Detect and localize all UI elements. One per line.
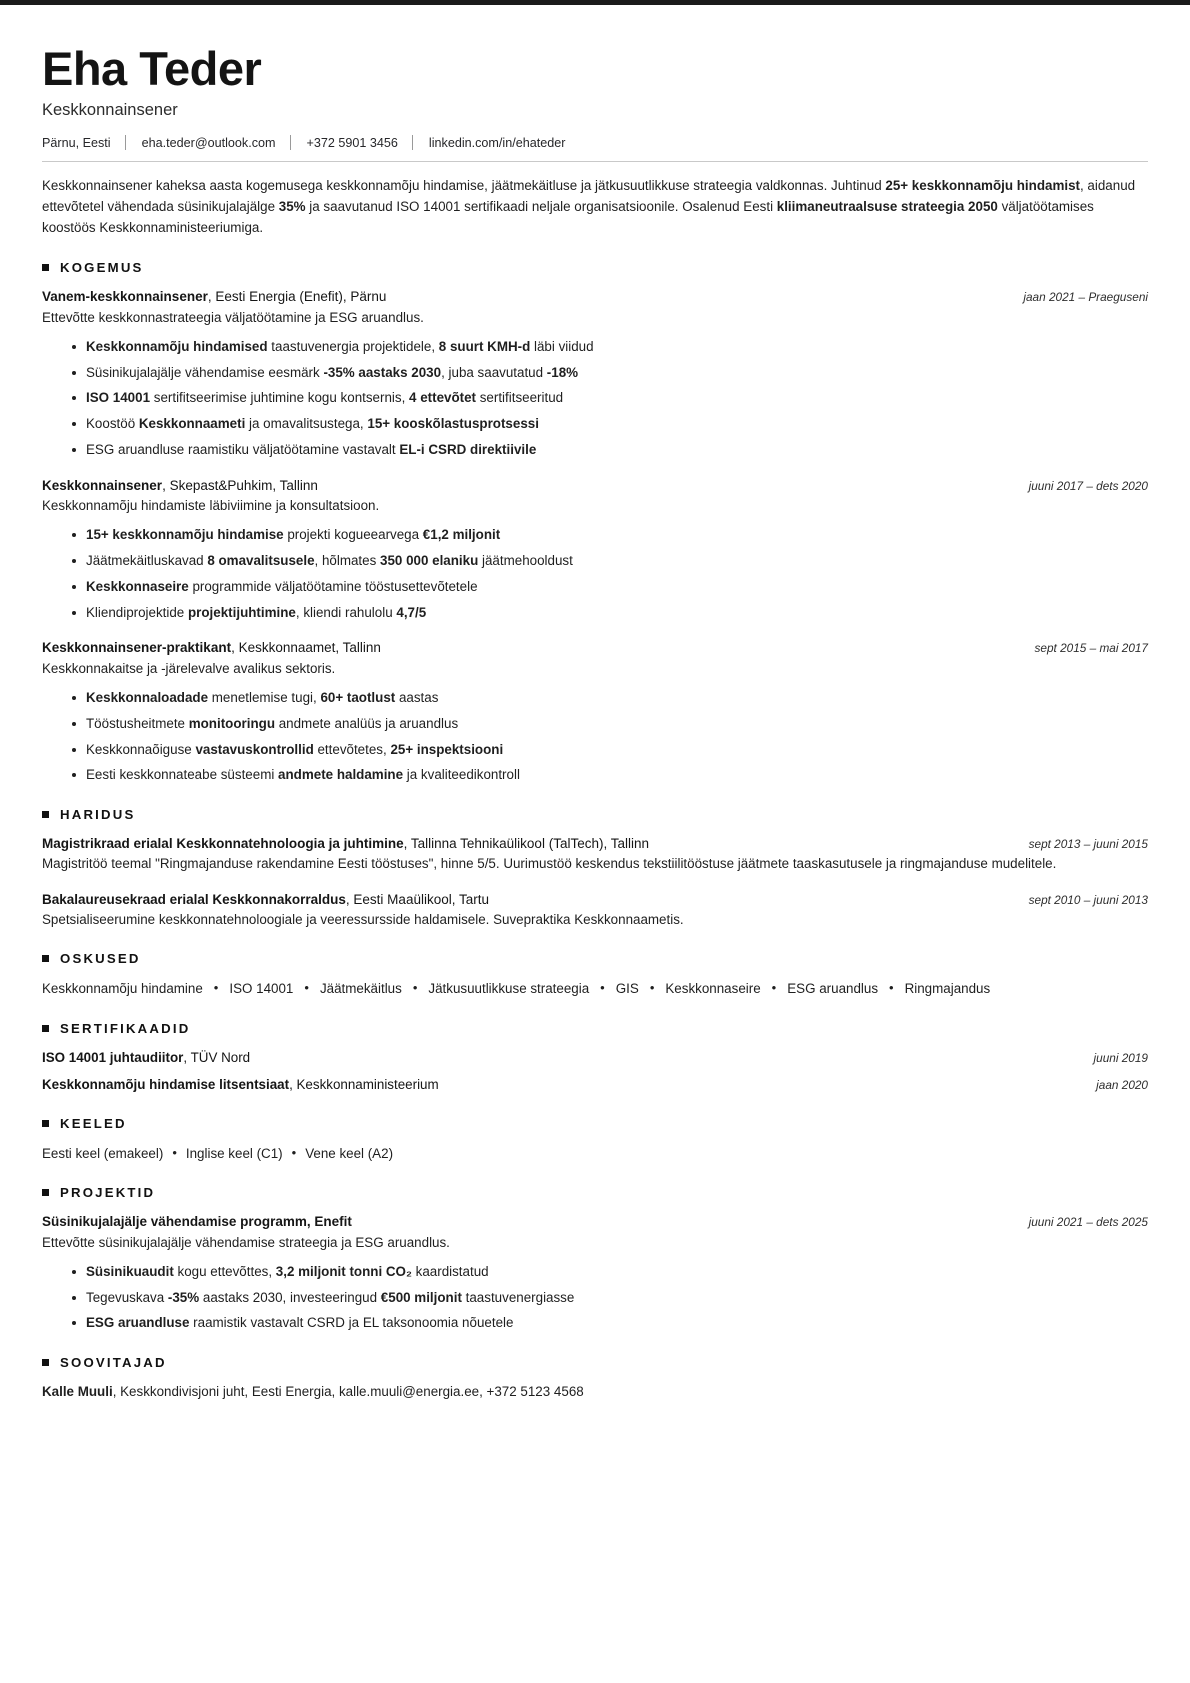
candidate-name: Eha Teder xyxy=(42,42,262,95)
experience-company: , Eesti Energia (Enefit), Pärnu xyxy=(207,288,387,304)
summary-text-3: ja saavutanud ISO 14001 sertifikaadi neljale organisatsioonile. Osalenud Eesti xyxy=(305,199,777,215)
bullet-text-1: Kliendiprojektide xyxy=(86,604,188,620)
contact-linkedin[interactable]: linkedin.com/in/ehateder xyxy=(428,135,566,150)
summary-highlight-2: 35% xyxy=(278,199,306,215)
contact-divider xyxy=(125,135,126,150)
bullet-text-1: kogu ettevõttes, xyxy=(173,1263,276,1279)
bullet-text-1: menetlemise tugi, xyxy=(208,689,321,705)
bullet-bold-2: monitooringu xyxy=(188,715,275,731)
bullet-bold-2: 60+ taotlust xyxy=(320,689,396,705)
section-title-label: SERTIFIKAADID xyxy=(60,1020,191,1036)
experience-description: Keskkonnakaitse ja -järelevalve avalikus sektoris. xyxy=(42,660,336,676)
bullet-text-2: , kliendi rahulolu xyxy=(295,604,397,620)
education-degree: Magistrikraad erialal Keskkonnatehnoloogia ja juhtimine xyxy=(42,835,404,851)
experience-entry xyxy=(42,476,1148,624)
experience-bullet-list xyxy=(42,525,1148,623)
bullet-text-2: aastas xyxy=(395,689,439,705)
section-education xyxy=(42,807,1148,930)
separator-dot-icon: • xyxy=(412,980,418,996)
bullet-item xyxy=(72,577,1148,597)
project-name: Süsinikujalajälje vähendamise programm, Enefit xyxy=(42,1213,352,1229)
separator-dot-icon: • xyxy=(291,1144,297,1160)
section-title-languages xyxy=(42,1116,1148,1131)
bullet-text-1: projekti kogueearvega xyxy=(283,527,423,543)
bullet-text-1: ESG aruandluse raamistiku väljatöötamine vastavalt xyxy=(86,442,400,458)
bullet-item xyxy=(72,603,1148,623)
experience-date: jaan 2021 – Praeguseni xyxy=(1023,289,1148,304)
bullet-text-1: Süsinikujalajälje vähendamise eesmärk xyxy=(86,364,324,380)
separator-dot-icon: • xyxy=(304,980,309,996)
bullet-bold-2: vastavuskontrollid xyxy=(195,741,314,757)
bullet-text-2: , juba saavutatud xyxy=(441,364,547,380)
bullet-bold-1: 15+ keskkonnamõju hindamise xyxy=(86,527,284,543)
section-title-label: KOGEMUS xyxy=(60,259,144,275)
education-entry-head xyxy=(42,834,1148,854)
bullet-bold-3: -18% xyxy=(546,364,579,380)
bullet-item xyxy=(72,363,1148,383)
separator-dot-icon: • xyxy=(600,980,605,996)
bullet-text-1: sertifitseerimise juhtimine kogu kontsernis, xyxy=(150,390,410,406)
certificate-date: juuni 2019 xyxy=(1093,1050,1148,1065)
contact-email[interactable]: eha.teder@outlook.com xyxy=(141,135,276,150)
experience-role: Keskkonnainsener-praktikant xyxy=(42,640,232,656)
bullet-text-1: Eesti keskkonnateabe süsteemi xyxy=(86,767,279,783)
contact-row xyxy=(42,135,1148,162)
bullet-bold-1: Keskkonnaloadade xyxy=(86,689,209,705)
bullet-item xyxy=(72,765,1148,785)
education-description: Magistritöö teemal "Ringmajanduse rakendamine Eesti tööstuses", hinne 5/5. Uurimustöö keskendus tekstiilitööstuse jäätmete taaskasutusele ja ringmajanduse mudelitele. xyxy=(42,856,1057,872)
bullet-item xyxy=(72,714,1148,734)
reference-name: Kalle Muuli xyxy=(42,1383,113,1399)
candidate-headline: Keskkonnainsener xyxy=(42,100,178,119)
reference-row xyxy=(42,1382,1148,1402)
bullet-text-2: läbi viidud xyxy=(530,338,594,354)
experience-entry-head xyxy=(42,287,1148,307)
section-title-label: HARIDUS xyxy=(60,806,136,822)
summary-text-1: Keskkonnainsener kaheksa aasta kogemusega keskkonnamõju hindamise, jäätmekäitluse ja jätkusuutlikkuse strateegia valdkonnas. Juhtinud xyxy=(42,178,886,194)
certificate-issuer: , Keskkonnaministeerium xyxy=(289,1077,439,1093)
bullet-item xyxy=(72,414,1148,434)
skill-item: Keskkonnamõju hindamine xyxy=(42,981,203,997)
experience-title xyxy=(42,638,1019,658)
section-certificates xyxy=(42,1021,1148,1095)
section-title-skills xyxy=(42,951,1148,966)
separator-dot-icon: • xyxy=(213,980,219,996)
skills-list xyxy=(42,978,1148,999)
bullet-text-3: jäätmehooldust xyxy=(478,553,573,569)
bullet-bold-2: 8 omavalitsusele xyxy=(207,553,315,569)
bullet-bold-1: ISO 14001 xyxy=(86,390,151,406)
certificate-row xyxy=(42,1048,1148,1067)
project-entry xyxy=(42,1212,1148,1334)
bullet-item xyxy=(72,1262,1148,1282)
bullet-text-1: raamistik vastavalt CSRD ja EL taksonoomia nõuetele xyxy=(189,1315,514,1331)
summary-highlight-1: 25+ keskkonnamõju hindamist xyxy=(885,178,1080,194)
experience-role: Keskkonnainsener xyxy=(42,477,163,493)
bullet-bold-2: 8 suurt KMH-d xyxy=(438,338,531,354)
square-bullet-icon xyxy=(42,1120,49,1127)
education-entry xyxy=(42,890,1148,931)
separator-dot-icon: • xyxy=(889,980,894,996)
experience-date: juuni 2017 – dets 2020 xyxy=(1028,478,1148,493)
experience-date: sept 2015 – mai 2017 xyxy=(1034,641,1148,656)
section-title-label: SOOVITAJAD xyxy=(60,1354,167,1370)
resume-header xyxy=(42,0,1148,162)
bullet-item xyxy=(72,551,1148,571)
summary-text-4: väljatöötamises koostöös Keskkonnaministeeriumiga. xyxy=(42,199,1094,236)
section-title-label: KEELED xyxy=(60,1115,127,1131)
professional-summary xyxy=(42,176,1148,239)
certificate-title xyxy=(42,1048,250,1067)
certificate-row xyxy=(42,1075,1148,1094)
bullet-bold-2: 4 ettevõtet xyxy=(409,390,477,406)
section-title-label: PROJEKTID xyxy=(60,1184,156,1200)
skill-item: Keskkonnaseire xyxy=(665,981,761,997)
education-entry xyxy=(42,834,1148,875)
separator-dot-icon: • xyxy=(771,980,777,996)
bullet-text-1: programmide väljatöötamine tööstusettevõtetele xyxy=(188,578,478,594)
square-bullet-icon xyxy=(42,811,49,818)
education-description: Spetsialiseerumine keskkonnatehnoloogiale ja veeressursside haldamisele. Suvepraktika Keskkonnaametis. xyxy=(42,912,684,928)
experience-bullet-list xyxy=(42,337,1148,461)
bullet-bold-1: Keskkonnaseire xyxy=(86,578,189,594)
experience-company: , Skepast&Puhkim, Tallinn xyxy=(162,477,318,493)
skill-item: ISO 14001 xyxy=(229,981,294,997)
project-date: juuni 2021 – dets 2025 xyxy=(1028,1214,1148,1229)
square-bullet-icon xyxy=(42,1359,49,1366)
bullet-bold-3: 350 000 elaniku xyxy=(380,553,479,569)
bullet-bold-2: Keskkonnaameti xyxy=(138,416,246,432)
skill-item: Ringmajandus xyxy=(904,981,991,997)
bullet-item xyxy=(72,1313,1148,1333)
top-accent-bar xyxy=(0,0,1190,5)
experience-entry xyxy=(42,638,1148,786)
bullet-item xyxy=(72,525,1148,545)
square-bullet-icon xyxy=(42,955,49,962)
certificate-issuer: , TÜV Nord xyxy=(183,1049,251,1065)
experience-description: Ettevõtte keskkonnastrateegia väljatöötamine ja ESG aruandlus. xyxy=(42,309,424,325)
skill-item: Jätkusuutlikkuse strateegia xyxy=(428,981,590,997)
section-languages xyxy=(42,1116,1148,1164)
languages-list xyxy=(42,1143,1148,1164)
skill-item: GIS xyxy=(615,981,639,997)
bullet-text-2: aastaks 2030, investeeringud xyxy=(199,1289,381,1305)
bullet-bold-2: 3,2 miljonit tonni CO₂ xyxy=(275,1263,412,1279)
bullet-bold-2: andmete haldamine xyxy=(278,767,404,783)
experience-entry-head xyxy=(42,638,1148,658)
bullet-text-2: andmete analüüs ja aruandlus xyxy=(275,715,459,731)
experience-entry-head xyxy=(42,476,1148,496)
section-experience xyxy=(42,260,1148,786)
bullet-bold-2: -35% aastaks 2030 xyxy=(323,364,442,380)
bullet-bold-2: projektijuhtimine xyxy=(187,604,296,620)
separator-dot-icon: • xyxy=(172,1144,177,1160)
skill-item: ESG aruandlus xyxy=(787,981,879,997)
section-title-label: OSKUSED xyxy=(60,951,141,967)
separator-dot-icon: • xyxy=(649,980,655,996)
education-degree: Bakalaureusekraad erialal Keskkonnakorraldus xyxy=(42,891,346,907)
bullet-bold-2: -35% xyxy=(167,1289,200,1305)
bullet-item xyxy=(72,740,1148,760)
bullet-text-1: Keskkonnaõiguse xyxy=(86,741,196,757)
language-item: Eesti keel (emakeel) xyxy=(42,1145,164,1161)
section-title-education xyxy=(42,807,1148,822)
experience-entry xyxy=(42,287,1148,461)
certificate-title xyxy=(42,1075,439,1094)
experience-role: Vanem-keskkonnainsener xyxy=(42,288,208,304)
section-references xyxy=(42,1355,1148,1402)
section-title-references xyxy=(42,1355,1148,1370)
bullet-item xyxy=(72,688,1148,708)
bullet-bold-3: 15+ kooskõlastusprotsessi xyxy=(367,416,539,432)
contact-divider xyxy=(412,135,413,150)
bullet-text-1: Tegevuskava xyxy=(86,1289,168,1305)
project-entry-head xyxy=(42,1212,1148,1232)
education-school: , Eesti Maaülikool, Tartu xyxy=(345,891,489,907)
bullet-item xyxy=(72,388,1148,408)
square-bullet-icon xyxy=(42,264,49,271)
certificate-name: ISO 14001 juhtaudiitor xyxy=(42,1049,184,1065)
bullet-bold-1: ESG aruandluse xyxy=(86,1315,190,1331)
bullet-text-1: Jäätmekäitluskavad xyxy=(86,553,208,569)
education-title xyxy=(42,834,1013,854)
certificate-date: jaan 2020 xyxy=(1096,1078,1148,1093)
section-title-certificates xyxy=(42,1021,1148,1036)
experience-title xyxy=(42,287,1007,307)
project-bullet-list xyxy=(42,1262,1148,1334)
section-projects xyxy=(42,1185,1148,1334)
square-bullet-icon xyxy=(42,1025,49,1032)
education-title xyxy=(42,890,1013,910)
section-skills xyxy=(42,951,1148,999)
reference-details: , Keskkondivisjoni juht, Eesti Energia, kalle.muuli@energia.ee, +372 5123 4568 xyxy=(112,1383,584,1399)
contact-divider xyxy=(290,135,291,150)
summary-text-2: , aidanud ettevõtetel vähendada süsinikujalajälge xyxy=(42,178,1136,215)
bullet-text-2: kaardistatud xyxy=(411,1263,489,1279)
bullet-text-1: Tööstusheitmete xyxy=(86,715,189,731)
bullet-text-2: ja omavalitsustega, xyxy=(245,416,368,432)
bullet-bold-1: Keskkonnamõju hindamised xyxy=(86,338,268,354)
bullet-bold-2: EL-i CSRD direktiivile xyxy=(399,442,537,458)
bullet-text-3: taastuvenergiasse xyxy=(461,1289,575,1305)
experience-company: , Keskkonnaamet, Tallinn xyxy=(231,640,381,656)
section-title-experience xyxy=(42,260,1148,275)
experience-bullet-list xyxy=(42,688,1148,786)
experience-description: Keskkonnamõju hindamiste läbiviimine ja konsultatsioon. xyxy=(42,498,380,514)
bullet-bold-3: 4,7/5 xyxy=(396,604,427,620)
contact-phone[interactable]: +372 5901 3456 xyxy=(306,135,398,150)
bullet-text-2: sertifitseeritud xyxy=(476,390,564,406)
certificate-name: Keskkonnamõju hindamise litsentsiaat xyxy=(42,1077,290,1093)
language-item: Vene keel (A2) xyxy=(305,1145,394,1161)
education-school: , Tallinna Tehnikaülikool (TalTech), Tallinn xyxy=(403,835,649,851)
bullet-item xyxy=(72,440,1148,460)
bullet-bold-3: €500 miljonit xyxy=(380,1289,462,1305)
bullet-item xyxy=(72,337,1148,357)
square-bullet-icon xyxy=(42,1189,49,1196)
project-title xyxy=(42,1212,1013,1232)
bullet-bold-2: €1,2 miljonit xyxy=(422,527,501,543)
education-date: sept 2010 – juuni 2013 xyxy=(1028,892,1148,907)
bullet-text-2: , hõlmates xyxy=(314,553,381,569)
skill-item: Jäätmekäitlus xyxy=(319,981,402,997)
education-date: sept 2013 – juuni 2015 xyxy=(1028,836,1148,851)
project-description: Ettevõtte süsinikujalajälje vähendamise strateegia ja ESG aruandlus. xyxy=(42,1234,450,1250)
bullet-text-1: Koostöö xyxy=(86,416,139,432)
section-title-projects xyxy=(42,1185,1148,1200)
bullet-bold-3: 25+ inspektsiooni xyxy=(390,741,504,757)
language-item: Inglise keel (C1) xyxy=(185,1145,283,1161)
bullet-bold-1: Süsinikuaudit xyxy=(86,1263,174,1279)
bullet-item xyxy=(72,1288,1148,1308)
bullet-text-2: ja kvaliteedikontroll xyxy=(403,767,520,783)
summary-highlight-3: kliimaneutraalsuse strateegia 2050 xyxy=(776,199,998,215)
contact-location: Pärnu, Eesti xyxy=(42,135,111,150)
bullet-text-1: taastuvenergia projektidele, xyxy=(267,338,439,354)
bullet-text-2: ettevõtetes, xyxy=(313,741,391,757)
experience-title xyxy=(42,476,1013,496)
education-entry-head xyxy=(42,890,1148,910)
